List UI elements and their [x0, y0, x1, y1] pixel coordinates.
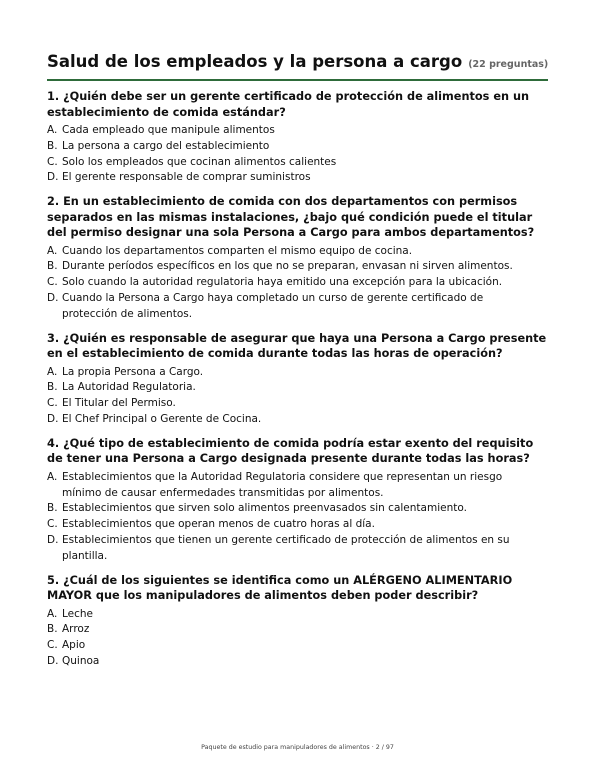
answer-option	[47, 291, 548, 323]
option-letter: C.	[47, 276, 58, 289]
answer-option	[47, 380, 548, 396]
answer-option	[47, 517, 548, 533]
option-letter: C.	[47, 639, 58, 652]
option-text: Cuando la Persona a Cargo haya completado un curso de gerente certificado de protección de alimentos.	[62, 292, 484, 320]
option-text: Establecimientos que sirven solo alimentos preenvasados sin calentamiento.	[62, 502, 467, 515]
option-text: La propia Persona a Cargo.	[62, 365, 204, 378]
answer-option	[47, 275, 548, 291]
question-count: (22 preguntas)	[468, 59, 549, 70]
option-letter: B.	[47, 502, 58, 515]
answer-option	[47, 501, 548, 517]
option-list	[47, 365, 548, 428]
option-text: Establecimientos que tienen un gerente certificado de protección de alimentos en su plantilla.	[62, 534, 510, 562]
option-letter: D.	[47, 534, 59, 547]
question-text: 5. ¿Cuál de los siguientes se identifica como un ALÉRGENO ALIMENTARIO MAYOR que los manipuladores de alimentos deben poder describir?	[47, 573, 513, 603]
question	[47, 89, 548, 186]
answer-option	[47, 607, 548, 623]
answer-option	[47, 638, 548, 654]
option-text: El Chef Principal o Gerente de Cocina.	[62, 413, 262, 426]
option-text: Establecimientos que operan menos de cuatro horas al día.	[62, 518, 375, 531]
question	[47, 573, 548, 670]
option-list	[47, 607, 548, 670]
option-text: Quinoa	[62, 655, 100, 668]
option-letter: A.	[47, 244, 58, 257]
option-list	[47, 470, 548, 565]
question-text: 1. ¿Quién debe ser un gerente certificado de protección de alimentos en un establecimiento de comida estándar?	[47, 90, 530, 119]
option-text: Cuando los departamentos comparten el mismo equipo de cocina.	[62, 244, 413, 257]
option-text: El Titular del Permiso.	[62, 397, 176, 410]
answer-option	[47, 244, 548, 260]
answer-option	[47, 139, 548, 155]
option-letter: A.	[47, 470, 58, 483]
answer-option	[47, 259, 548, 275]
option-letter: A.	[47, 607, 58, 620]
option-text: El gerente responsable de comprar suministros	[62, 171, 311, 184]
option-text: Solo los empleados que cocinan alimentos calientes	[62, 155, 337, 168]
option-text: Cada empleado que manipule alimentos	[62, 124, 275, 136]
header-divider	[47, 79, 548, 81]
option-letter: B.	[47, 139, 58, 152]
answer-option	[47, 470, 548, 502]
answer-option	[47, 365, 548, 381]
option-letter: C.	[47, 518, 58, 531]
option-list	[47, 123, 548, 186]
option-letter: B.	[47, 623, 58, 636]
option-text: Solo cuando la autoridad regulatoria haya emitido una excepción para la ubicación.	[62, 276, 503, 289]
option-letter: D.	[47, 655, 59, 668]
option-text: Durante períodos específicos en los que no se preparan, envasan ni sirven alimentos.	[62, 260, 513, 273]
page-content	[47, 52, 548, 670]
answer-option	[47, 170, 548, 186]
answer-option	[47, 622, 548, 638]
option-letter: D.	[47, 413, 59, 426]
option-letter: B.	[47, 381, 58, 394]
option-text: La persona a cargo del establecimiento	[62, 139, 270, 152]
answer-option	[47, 155, 548, 171]
question	[47, 436, 548, 565]
option-text: La Autoridad Regulatoria.	[62, 381, 196, 394]
question-text: 4. ¿Qué tipo de establecimiento de comida podría estar exento del requisito de tener una Persona a Cargo designada presente durante todas las horas?	[47, 436, 534, 466]
option-letter: B.	[47, 260, 58, 273]
section-header	[47, 52, 548, 71]
option-text: Apio	[62, 639, 86, 652]
option-list	[47, 244, 548, 323]
answer-option	[47, 412, 548, 428]
option-text: Leche	[62, 607, 94, 620]
question	[47, 194, 548, 322]
section-title: Salud de los empleados y la persona a cargo	[47, 52, 463, 71]
option-text: Establecimientos que la Autoridad Regulatoria considere que representan un riesgo mínimo de causar enfermedades transmitidas por alimentos.	[62, 470, 503, 499]
question-text: 3. ¿Quién es responsable de asegurar que haya una Persona a Cargo presente en el establecimiento de comida durante todas las horas de operación?	[47, 331, 547, 361]
option-letter: C.	[47, 397, 58, 410]
option-letter: C.	[47, 155, 58, 168]
question	[47, 331, 548, 428]
page-footer: Paquete de estudio para manipuladores de alimentos · 2 / 97	[201, 744, 394, 751]
option-letter: A.	[47, 124, 58, 136]
option-letter: D.	[47, 292, 59, 305]
option-letter: A.	[47, 365, 58, 378]
answer-option	[47, 654, 548, 670]
question-text: 2. En un establecimiento de comida con dos departamentos con permisos separados en las mismas instalaciones, ¿bajo qué condición puede el titular del permiso designar una sola Persona a Cargo para ambos departamentos?	[47, 195, 535, 240]
answer-option	[47, 533, 548, 565]
answer-option	[47, 123, 548, 139]
option-text: Arroz	[62, 623, 90, 636]
option-letter: D.	[47, 171, 59, 184]
answer-option	[47, 396, 548, 412]
